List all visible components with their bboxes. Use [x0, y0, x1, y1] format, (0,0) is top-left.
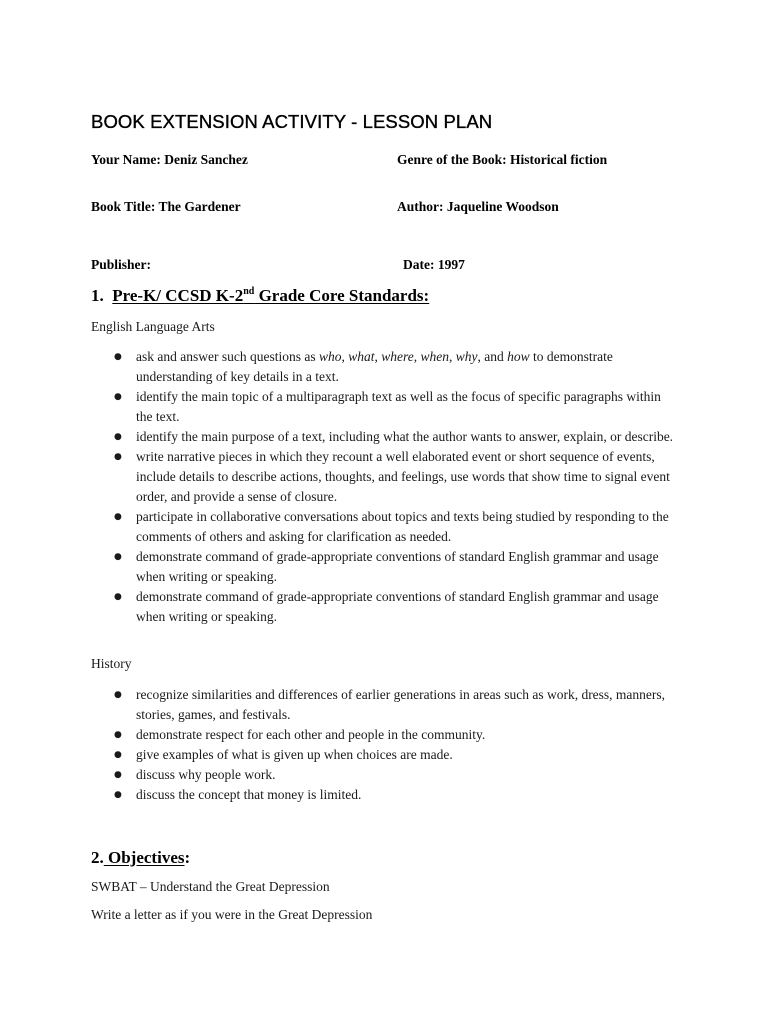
list-item: ● discuss the concept that money is limited. [0, 785, 768, 805]
bullet-icon: ● [114, 352, 122, 362]
objective-line: Write a letter as if you were in the Great Depression [91, 907, 373, 922]
history-label: History [91, 656, 132, 671]
list-item: ● discuss why people work. [0, 765, 768, 785]
list-item: ● give examples of what is given up when choices are made. [0, 745, 768, 765]
section-2-heading: 2. Objectives: [91, 848, 191, 867]
bullet-icon: ● [114, 592, 122, 602]
section-1-heading-text: Pre-K/ CCSD K-2nd Grade Core Standards: [112, 286, 430, 305]
ela-standards-list [0, 347, 768, 627]
book-title-field: Book Title: The Gardener [91, 199, 241, 214]
list-item: ● demonstrate respect for each other and people in the community. [0, 725, 768, 745]
bullet-icon: ● [114, 432, 122, 442]
section-1-heading [91, 286, 429, 306]
list-item: ● recognize similarities and differences of earlier generations in areas such as work, dress, manners, stories, games, and festivals. [114, 687, 666, 722]
bullet-icon: ● [114, 790, 122, 800]
section-2-number: 2. [91, 848, 104, 867]
list-item: ● identify the main topic of a multiparagraph text as well as the focus of specific paragraphs within the text. [114, 389, 661, 424]
publisher-field: Publisher: [91, 257, 152, 272]
bullet-icon: ● [114, 512, 122, 522]
section-1-number: 1. [91, 286, 104, 305]
your-name-field: Your Name: Deniz Sanchez [91, 152, 248, 167]
list-item: ● demonstrate command of grade-appropriate conventions of standard English grammar and usage when writing or speaking. [114, 549, 659, 584]
bullet-icon: ● [114, 552, 122, 562]
bullet-icon: ● [114, 690, 122, 700]
bullet-icon: ● [114, 452, 122, 462]
author-field: Author: Jaqueline Woodson [397, 199, 559, 214]
objective-line: SWBAT – Understand the Great Depression [91, 879, 330, 894]
date-field: Date: 1997 [403, 257, 465, 272]
bullet-icon: ● [114, 730, 122, 740]
bullet-icon: ● [114, 392, 122, 402]
section-2-heading-text: Objectives [103, 848, 185, 867]
list-item: ● participate in collaborative conversations about topics and texts being studied by responding to the comments of others and asking for clarification as needed. [114, 509, 669, 544]
bullet-icon: ● [114, 750, 122, 760]
list-item: ● ask and answer such questions as who, what, where, when, why, and how to demonstrate understanding of key details in a text. [114, 349, 613, 384]
list-item: ● demonstrate command of grade-appropriate conventions of standard English grammar and usage when writing or speaking. [114, 589, 659, 624]
history-standards-list [0, 685, 768, 805]
ela-label: English Language Arts [91, 319, 215, 334]
document-title: BOOK EXTENSION ACTIVITY - LESSON PLAN [91, 111, 493, 132]
list-item: ● write narrative pieces in which they recount a well elaborated event or short sequence of events, include details to describe actions, thoughts, and feelings, use words that show time to signal event order, and provide a sense of closure. [114, 449, 670, 504]
bullet-icon: ● [114, 770, 122, 780]
genre-field: Genre of the Book: Historical fiction [397, 152, 608, 167]
list-item: ● identify the main purpose of a text, including what the author wants to answer, explain, or describe. [0, 427, 768, 447]
